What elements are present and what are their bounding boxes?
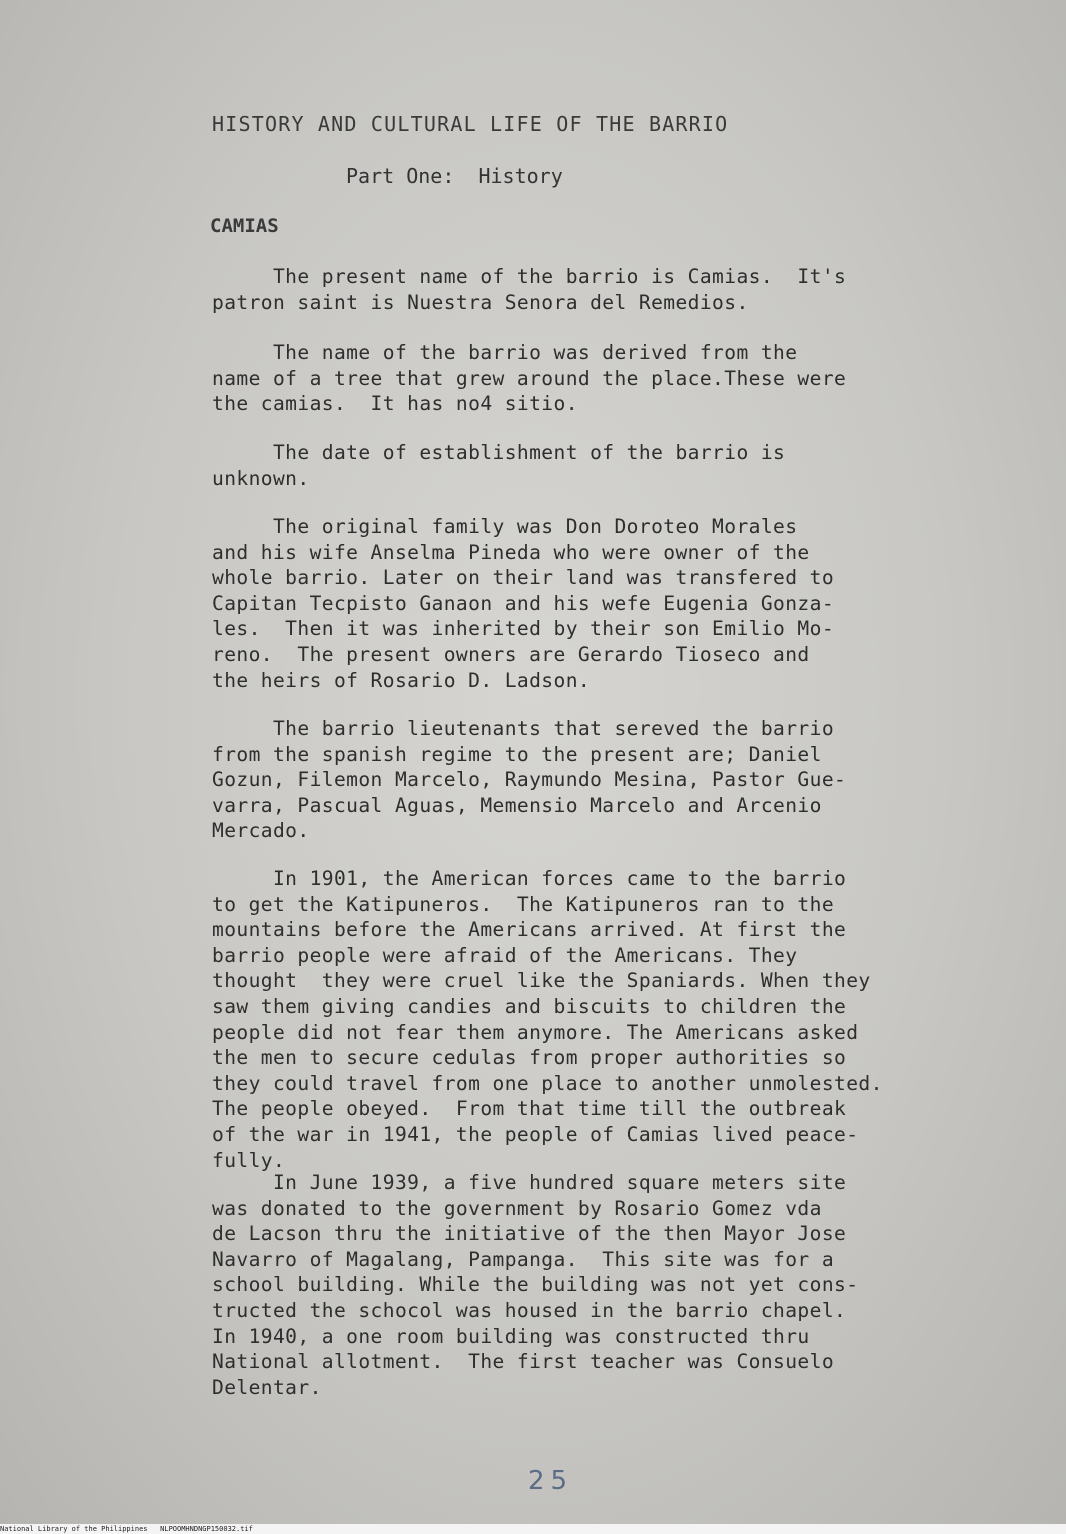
document-title: HISTORY AND CULTURAL LIFE OF THE BARRIO [212, 112, 729, 136]
paragraph-school-site: In June 1939, a five hundred square meters site was donated to the government by Rosario Gomez vda de Lacson thru the initiative of the then Mayor Jose Navarro of Magalang, Pampanga. This site was for a school building. While the building was not yet cons- tructed the schocol was housed in the barrio chapel. In 1940, a one room building was constructed thru National allotment. The first teacher was Consuelo Delentar. [212, 1171, 859, 1399]
paragraph-american-forces: In 1901, the American forces came to the barrio to get the Katipuneros. The Katipuneros ran to the mountains before the Americans arrived. At first the barrio people were afraid of the Americans. They thought they were cruel like the Spaniards. When they saw them giving candies and biscuits to children the people did not fear them anymore. The Americans asked the men to secure cedulas from proper authorities so they could travel from one place to another unmolested. The people obeyed. From that time till the outbreak of the war in 1941, the people of Camias lived peace- fully. [212, 867, 883, 1172]
archive-footer: National Library of the Philippines NLPOOMHNDNGP150032.tif [0, 1524, 1066, 1534]
paragraph-establishment: The date of establishment of the barrio is unknown. [212, 441, 786, 490]
paragraph-lieutenants: The barrio lieutenants that sereved the barrio from the spanish regime to the present are; Daniel Gozun, Filemon Marcelo, Raymundo Mesina, Pastor Gue- varra, Pascual Aguas, Memensio Marcelo and Arcenio Mercado. [212, 717, 847, 843]
paragraph-name-patron: The present name of the barrio is Camias. It's patron saint is Nuestra Senora del Remedios. [212, 265, 847, 314]
barrio-heading: CAMIAS [210, 215, 279, 237]
page-number: 25 [528, 1466, 574, 1496]
paragraph-name-origin: The name of the barrio was derived from the name of a tree that grew around the place.These were the camias. It has no4 sitio. [212, 341, 847, 416]
paragraph-original-family: The original family was Don Doroteo Morales and his wife Anselma Pineda who were owner of the whole barrio. Later on their land was transfered to Capitan Tecpisto Ganaon and his wefe Eugenia Gonza- les. Then it was inherited by their son Emilio Mo- reno. The present owners are Gerardo Tioseco and the heirs of Rosario D. Ladson. [212, 515, 835, 692]
document-subtitle: Part One: History [346, 164, 563, 188]
